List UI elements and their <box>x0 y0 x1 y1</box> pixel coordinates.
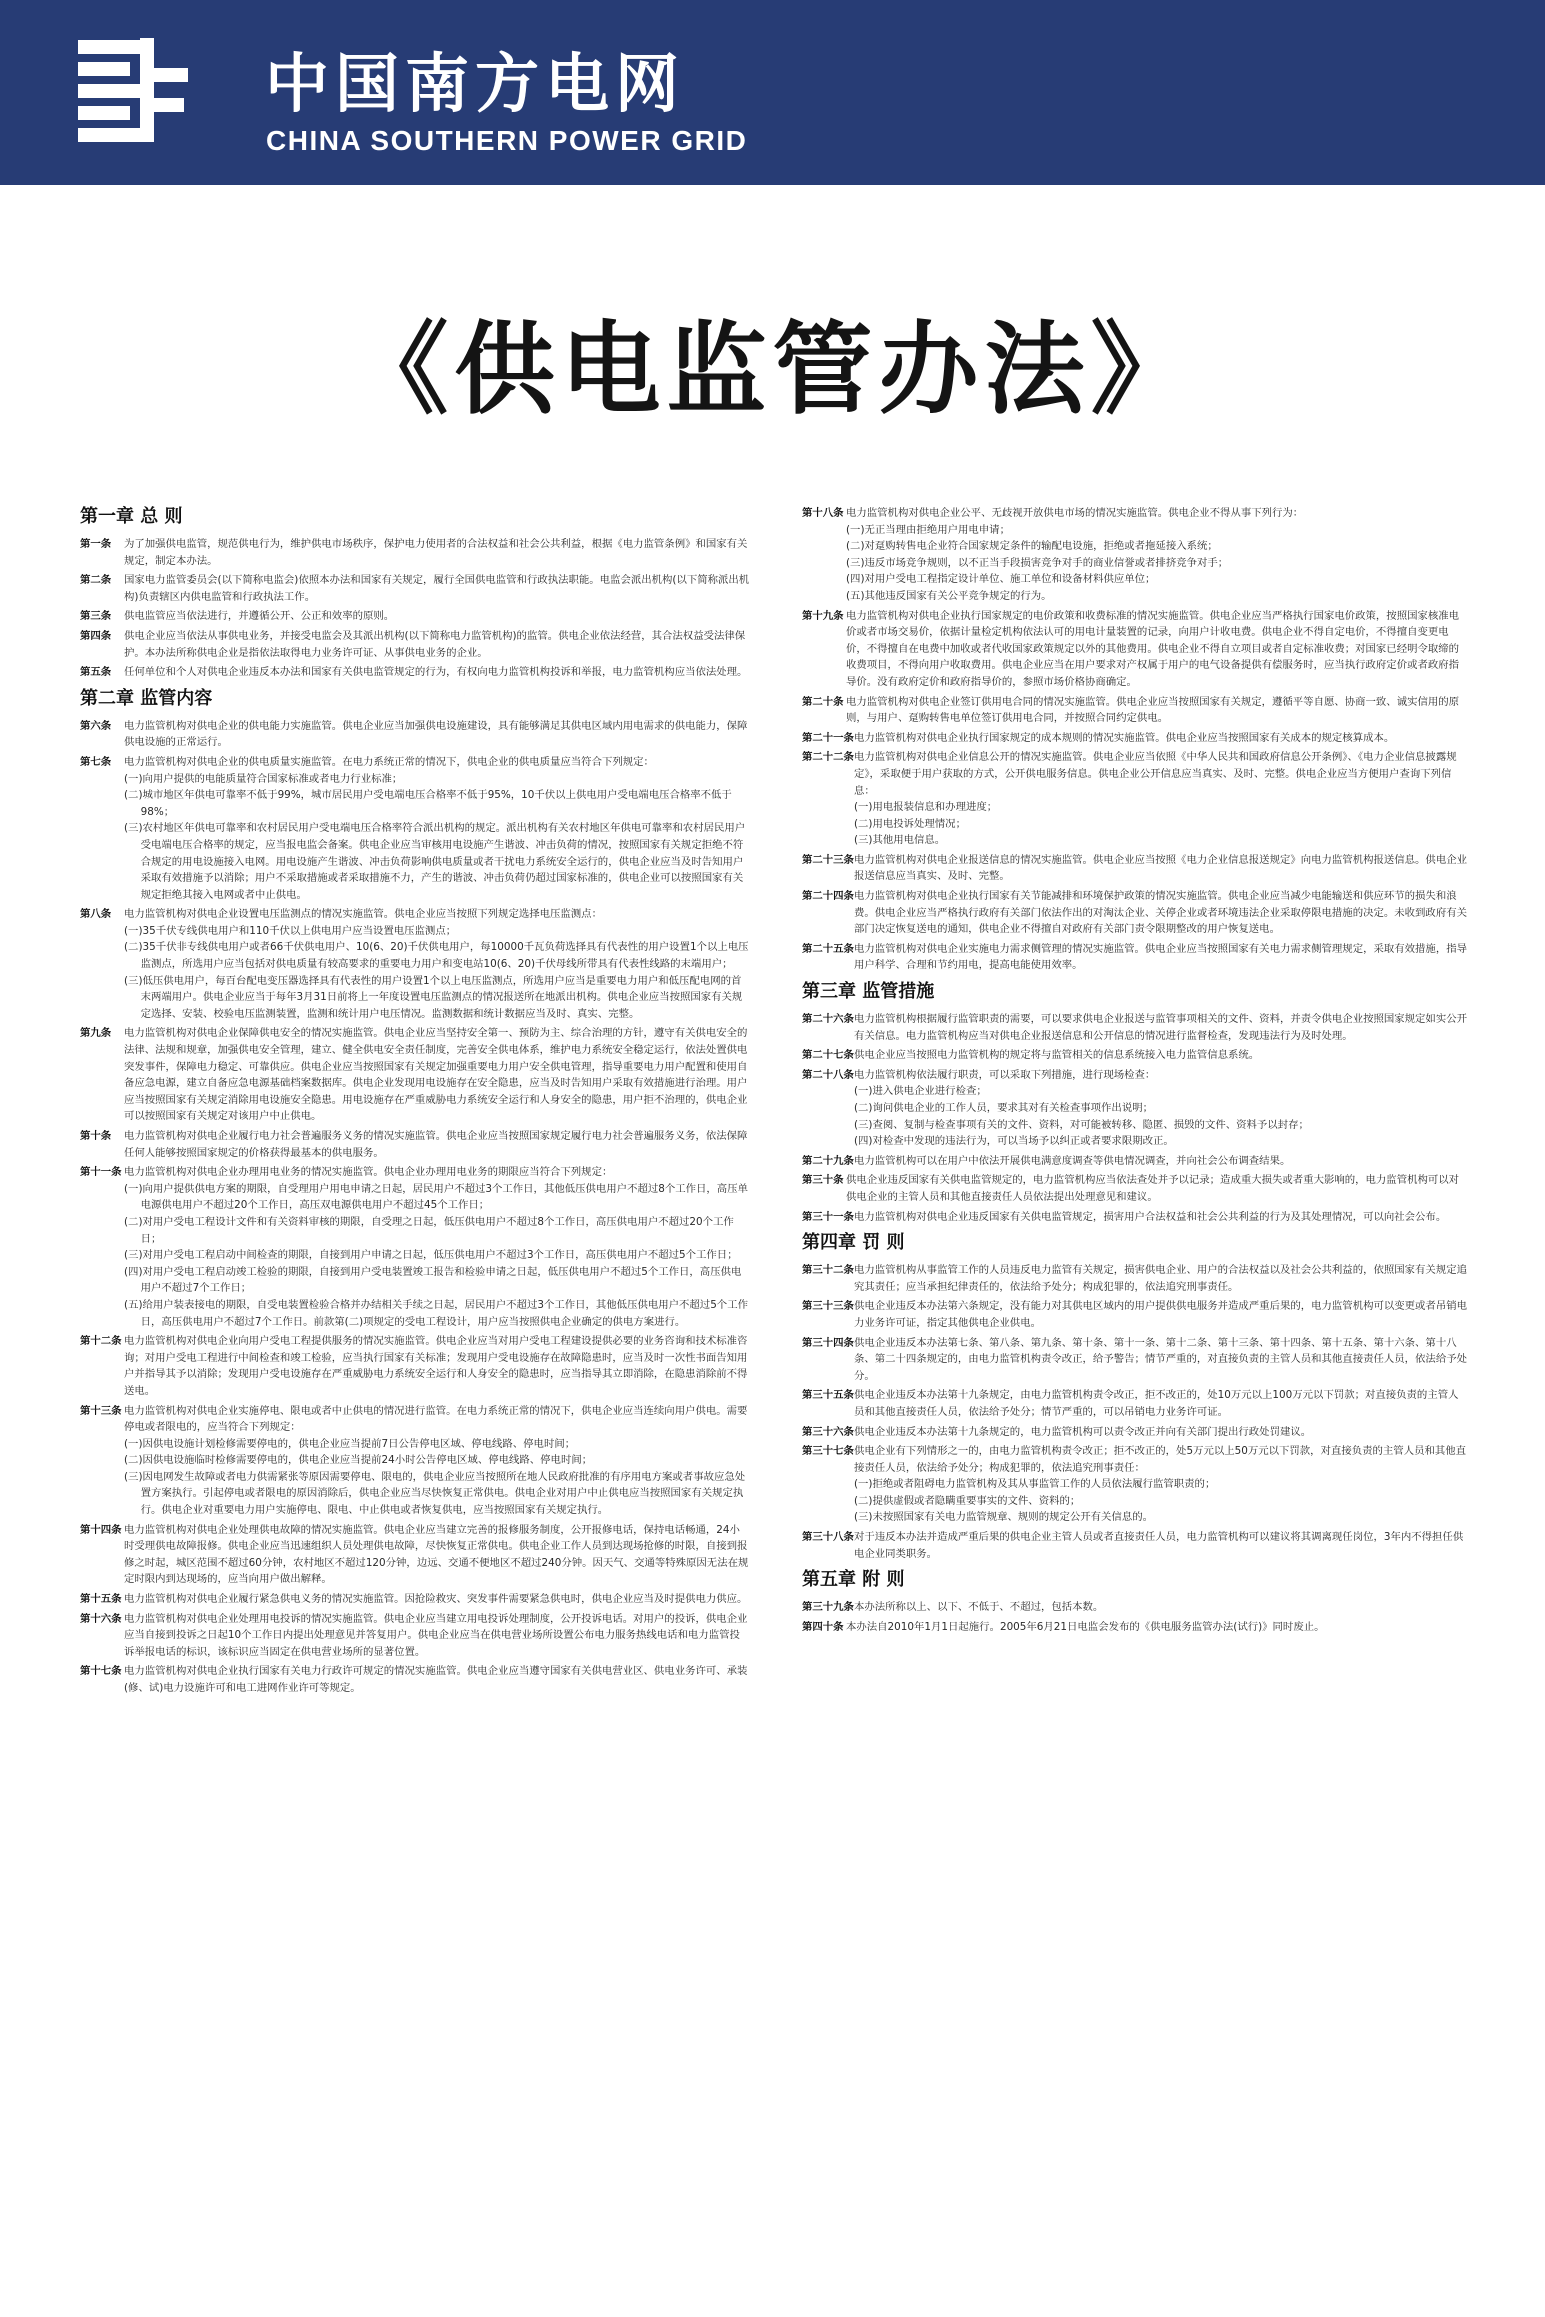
article <box>802 1529 1467 1562</box>
article-body <box>124 1591 750 1608</box>
article-text: 供电企业有下列情形之一的，由电力监管机构责令改正；拒不改正的，处5万元以上50万元以下罚款，对直接负责的主管人员和其他直接责任人员，依法给予处分；构成犯罪的，依法追究刑事责任： <box>853 1445 1467 1474</box>
article-text: 任何单位和个人对供电企业违反本办法和国家有关供电监管规定的行为，有权向电力监管机构投诉和举报，电力监管机构应当依法处理。 <box>124 666 748 679</box>
article-body <box>846 505 1467 605</box>
article-text: 供电企业违反本办法第十九条规定的，电力监管机构可以责令改正并向有关部门提出行政处罚建议。 <box>853 1425 1312 1438</box>
article-number: 第九条 <box>80 1027 112 1040</box>
article-item: (五)其他违反国家有关公平竞争规定的行为。 <box>846 589 1052 602</box>
article <box>80 608 750 625</box>
article-body <box>854 1298 1467 1331</box>
article-item: (三)农村地区年供电可靠率和农村居民用户受电端电压合格率符合派出机构的规定。派出机构有关农村地区年供电可靠率和农村居民用户受电端电压合格率的规定，应当报电监会备案。供电企业应当审核用电设施产生谐波、冲击负荷的情况，按照国家有关规定拒绝不符合规定的用电设施接入电网。用电设施产生谐波、冲击负荷影响供电质量或者干扰电力系统安全运行的，供电企业应当及时告知用户采取有效措施予以消除；用户不采取措施或者采取措施不力，产生的谐波、冲击负荷仍超过国家标准的，供电企业可以按照国家有关规定拒绝其接入电网或者中止供电。 <box>124 822 746 901</box>
article-body <box>124 1128 750 1161</box>
article-body <box>846 608 1467 691</box>
article-text: 电力监管机构对供电企业的供电能力实施监管。供电企业应当加强供电设施建设，具有能够满足其供电区域内用电需求的供电能力，保障供电设施的正常运行。 <box>124 719 748 749</box>
article-text: 电力监管机构对供电企业公平、无歧视开放供电市场的情况实施监管。供电企业不得从事下列行为： <box>846 507 1304 519</box>
article-number: 第二十八条 <box>802 1068 854 1081</box>
article <box>80 1611 750 1661</box>
article-text: 国家电力监管委员会(以下简称电监会)依照本办法和国家有关规定，履行全国供电监管和行政执法职能。电监会派出机构(以下简称派出机构)负责辖区内供电监管和行政执法工作。 <box>124 574 750 603</box>
article-item: (三)对用户受电工程启动中间检查的期限，自接到用户申请之日起，低压供电用户不超过3个工作日，高压供电用户不超过5个工作日； <box>124 1249 738 1262</box>
article-body <box>124 1611 750 1661</box>
document-title: 《供电监管办法》 <box>348 311 1197 428</box>
article-item: (四)对用户受电工程指定设计单位、施工单位和设备材料供应单位； <box>846 573 1156 586</box>
article <box>802 888 1467 938</box>
article-number: 第十九条 <box>802 609 844 622</box>
article-body <box>854 749 1467 849</box>
article-body <box>124 572 750 605</box>
article-body <box>854 1599 1467 1616</box>
article <box>80 572 750 605</box>
article-item: (二)城市地区年供电可靠率不低于99%，城市居民用户受电端电压合格率不低于95%，10千伏以上供电用户受电端电压合格率不低于98%； <box>124 789 732 818</box>
article-number: 第十八条 <box>802 507 844 519</box>
article <box>802 1298 1467 1331</box>
article-number: 第二十七条 <box>802 1049 854 1062</box>
article-number: 第八条 <box>80 908 112 921</box>
article-body <box>124 1333 750 1399</box>
article-number: 第十五条 <box>80 1593 122 1606</box>
article-number: 第十四条 <box>80 1523 122 1536</box>
article <box>802 694 1467 727</box>
article-body <box>846 694 1467 727</box>
article-item: (一)向用户提供供电方案的期限，自受理用户用电申请之日起，居民用户不超过3个工作日，其他低压供电用户不超过8个工作日，高压单电源供电用户不超过20个工作日，高压双电源供电用户不超过45个工作日； <box>124 1182 748 1212</box>
article-text: 电力监管机构对供电企业保障供电安全的情况实施监管。供电企业应当坚持安全第一、预防为主、综合治理的方针，遵守有关供电安全的法律、法规和规章，加强供电安全管理，建立、健全供电安全责任制度，完善安全供电体系，维护电力系统安全稳定运行，依法处置供电突发事件，保障电力稳定、可靠供应。供电企业应当按照国家有关规定加强重要电力用户安全供电管理，指导重要电力用户配置和使用自备应急电源，建立自备应急电源基础档案数据库。供电企业发现用电设施存在安全隐患，应当及时告知用户采取有效措施进行治理。用户应当按照国家有关规定消除用电设施安全隐患。用电设施存在严重威胁电力系统安全运行和人身安全的隐患，用户拒不治理的，供电企业可以按照国家有关规定对该用户中止供电。 <box>124 1027 748 1123</box>
article <box>802 1067 1467 1150</box>
article-text: 供电企业违反本办法第七条、第八条、第九条、第十条、第十一条、第十二条、第十三条、第十四条、第十五条、第十六条、第十八条、第二十四条规定的，由电力监管机构责令改正，给予警告；情节严重的，对直接负责的主管人员和其他直接责任人员，依法给予处分。 <box>853 1336 1467 1382</box>
chapter-heading: 第五章 附 则 <box>802 1569 905 1591</box>
article-text: 电力监管机构对供电企业执行国家规定的成本规则的情况实施监管。供电企业应当按照国家有关成本的规定核算成本。 <box>853 731 1395 744</box>
article <box>802 852 1467 885</box>
article-number: 第十七条 <box>80 1665 122 1678</box>
article-body <box>854 730 1467 747</box>
article-item: (三)因电网发生故障或者电力供需紧张等原因需要停电、限电的，供电企业应当按照所在地人民政府批准的有序用电方案或者事故应急处置方案执行。引起停电或者限电的原因消除后，供电企业应当尽快恢复正常供电。供电企业对用户中止供电应当按照国家有关规定执行。供电企业对重要电力用户实施停电、限电、中止供电或者恢复供电，应当按照国家有关规定执行。 <box>124 1470 746 1517</box>
article-body <box>854 1443 1467 1526</box>
article-item: (一)向用户提供的电能质量符合国家标准或者电力行业标准； <box>124 772 403 785</box>
article-number: 第二十六条 <box>802 1013 854 1026</box>
article-item: (三)查阅、复制与检查事项有关的文件、资料，对可能被转移、隐匿、损毁的文件、资料予以封存； <box>853 1118 1309 1131</box>
article-number: 第六条 <box>80 719 112 732</box>
article <box>80 628 750 661</box>
article <box>802 1424 1467 1441</box>
article-item: (一)拒绝或者阻碍电力监管机构及其从事监管工作的人员依法履行监管职责的； <box>853 1478 1216 1491</box>
article-text: 电力监管机构对供电企业报送信息的情况实施监管。供电企业应当按照《电力企业信息报送规定》向电力监管机构报送信息。供电企业报送信息应当真实、及时、完整。 <box>853 853 1467 883</box>
article-number: 第三十四条 <box>802 1336 854 1349</box>
article-number: 第二十二条 <box>802 751 854 764</box>
article-number: 第三十五条 <box>802 1389 854 1402</box>
article-number: 第二十条 <box>802 695 844 708</box>
article-body <box>854 1011 1467 1044</box>
article <box>802 1262 1467 1295</box>
article-body <box>854 1262 1467 1295</box>
article-number: 第二十一条 <box>802 731 854 744</box>
article-text: 电力监管机构对供电企业设置电压监测点的情况实施监管。供电企业应当按照下列规定选择电压监测点： <box>124 908 602 921</box>
article-text: 电力监管机构对供电企业执行国家规定的电价政策和收费标准的情况实施监管。供电企业应当严格执行国家电价政策，按照国家核准电价或者市场交易价，依据计量检定机构依法认可的用电计量装置的记录，向用户计收电费。供电企业不得自定电价，不得擅自变更电价，不得擅自在电费中加收或者代收国家政策规定以外的其他费用。供电企业不得自立项目或者自定标准收费；对国家已经明令取缔的收费项目，不得向用户收取费用。供电企业应当在用户要求对产权属于用户的电气设备提供有偿服务时，应当执行政府定价或者政府指导价。没有政府定价和政府指导价的，参照市场价格协商确定。 <box>846 609 1460 688</box>
article-text: 电力监管机构对供电企业的供电质量实施监管。在电力系统正常的情况下，供电企业的供电质量应当符合下列规定： <box>124 755 654 768</box>
chapter-heading: 第一章 总 则 <box>80 506 183 527</box>
article-item: (一)35千伏专线供电用户和110千伏以上供电用户应当设置电压监测点； <box>124 924 457 937</box>
article-body <box>124 1025 750 1125</box>
article-text: 电力监管机构对供电企业实施停电、限电或者中止供电的情况进行监管。在电力系统正常的情况下，供电企业应当连续向用户供电。需要停电或者限电的，应当符合下列规定： <box>124 1404 748 1434</box>
article-item: (四)对用户受电工程启动竣工检验的期限，自接到用户受电装置竣工报告和检验申请之日起，低压供电用户不超过5个工作日，高压供电用户不超过7个工作日； <box>124 1265 742 1295</box>
article-body <box>854 1424 1467 1441</box>
article <box>802 1619 1467 1636</box>
article-body <box>124 664 750 681</box>
article <box>80 1128 750 1161</box>
article-body <box>854 1529 1467 1562</box>
article-text: 供电企业应当依法从事供电业务，并接受电监会及其派出机构(以下简称电力监管机构)的监管。供电企业依法经营，其合法权益受法律保护。本办法所称供电企业是指依法取得电力业务许可证、从事供电业务的企业。 <box>124 629 746 659</box>
article-item: (三)其他用电信息。 <box>853 834 946 847</box>
article-number: 第五条 <box>80 666 112 679</box>
article-text: 电力监管机构从事监管工作的人员违反电力监管有关规定，损害供电企业、用户的合法权益以及社会公共利益的，依照国家有关规定追究其责任；应当承担纪律责任的，依法给予处分；构成犯罪的，依法追究刑事责任。 <box>853 1264 1467 1293</box>
article-text: 电力监管机构对供电企业签订供用电合同的情况实施监管。供电企业应当按照国家有关规定，遵循平等自愿、协商一致、诚实信用的原则，与用户、趸购转售电单位签订供用电合同，并按照合同约定供电。 <box>846 695 1460 725</box>
article-text: 电力监管机构对供电企业违反国家有关供电监管规定，损害用户合法权益和社会公共利益的行为及其处理情况，可以向社会公布。 <box>853 1210 1447 1223</box>
article <box>80 1591 750 1608</box>
article-number: 第二十五条 <box>802 942 854 955</box>
article <box>802 1387 1467 1420</box>
article <box>80 1663 750 1696</box>
article-item: (二)35千伏非专线供电用户或者66千伏供电用户、10(6、20)千伏供电用户，每10000千瓦负荷选择具有代表性的用户设置1个以上电压监测点，所选用户应当包括对供电质量有较高要求的重要电力用户和变电站10(6、20)千伏母线所带具有代表性线路的末端用户； <box>124 941 749 971</box>
article <box>80 1333 750 1399</box>
article <box>80 1522 750 1588</box>
brand-name-cn: 中国南方电网 <box>265 48 685 122</box>
brand-name-en: CHINA SOUTHERN POWER GRID <box>266 125 748 156</box>
article-item: (二)询问供电企业的工作人员，要求其对有关检查事项作出说明； <box>853 1102 1153 1114</box>
article-item: (三)低压供电用户，每百台配电变压器选择具有代表性的用户设置1个以上电压监测点，所选用户应当是重要电力用户和低压配电网的首末两端用户。供电企业应当于每年3月31日前将上一年度设置电压监测点的情况报送所在地派出机构。供电企业应当按照国家有关规定选择、安装、校验电压监测装置，监测和统计用户电压情况。监测数据和统计数据应当及时、真实、完整。 <box>124 974 743 1020</box>
article-text: 电力监管机构依法履行职责，可以采取下列措施，进行现场检查： <box>853 1068 1156 1081</box>
article-body <box>854 1153 1467 1170</box>
article-number: 第二十九条 <box>802 1154 854 1167</box>
article-body <box>854 1067 1467 1150</box>
article <box>802 749 1467 849</box>
article <box>802 1335 1467 1385</box>
article-text: 本办法自2010年1月1日起施行。2005年6月21日电监会发布的《供电服务监管办法(试行)》同时废止。 <box>846 1620 1325 1633</box>
article-body <box>854 852 1467 885</box>
article-text: 供电企业违反本办法第六条规定，没有能力对其供电区域内的用户提供供电服务并造成严重后果的，电力监管机构可以变更或者吊销电力业务许可证，指定其他供电企业供电。 <box>853 1300 1467 1329</box>
article-text: 电力监管机构可以在用户中依法开展供电满意度调查等供电情况调查，并向社会公布调查结果。 <box>853 1154 1291 1167</box>
article-number: 第四十条 <box>802 1620 844 1633</box>
article-body <box>124 536 750 569</box>
article-text: 供电监管应当依法进行，并遵循公开、公正和效率的原则。 <box>124 610 395 623</box>
article-item: (三)未按照国家有关电力监管规章、规则的规定公开有关信息的。 <box>853 1511 1153 1524</box>
article <box>802 1443 1467 1526</box>
article <box>802 730 1467 747</box>
article-body <box>124 628 750 661</box>
article-body <box>124 754 750 903</box>
article-body <box>854 1047 1467 1064</box>
article <box>80 536 750 569</box>
article-text: 供电企业违反国家有关供电监管规定的，电力监管机构应当依法查处并予以记录；造成重大损失或者重大影响的，电力监管机构可以对供电企业的主管人员和其他直接责任人员依法提出处理意见和建议。 <box>846 1174 1460 1203</box>
article-number: 第二十三条 <box>802 853 854 866</box>
chapter-heading: 第四章 罚 则 <box>802 1232 905 1254</box>
article <box>80 754 750 903</box>
article-text: 电力监管机构对供电企业执行国家有关电力行政许可规定的情况实施监管。供电企业应当遵守国家有关供电营业区、供电业务许可、承装(修、试)电力设施许可和电工进网作业许可等规定。 <box>124 1665 748 1694</box>
article-text: 为了加强供电监管，规范供电行为，维护供电市场秩序，保护电力使用者的合法权益和社会公共利益，根据《电力监管条例》和国家有关规定，制定本办法。 <box>124 538 748 567</box>
article-item: (二)对用户受电工程设计文件和有关资料审核的期限，自受理之日起，低压供电用户不超过8个工作日，高压供电用户不超过20个工作日； <box>124 1215 734 1245</box>
left-column <box>80 505 750 1700</box>
article-number: 第十二条 <box>80 1335 122 1348</box>
article-body <box>854 1387 1467 1420</box>
article-text: 电力监管机构对供电企业履行电力社会普遍服务义务的情况实施监管。供电企业应当按照国家规定履行电力社会普遍服务义务，依法保障任何人能够按照国家规定的价格获得最基本的供电服务。 <box>124 1130 748 1159</box>
article-body <box>124 906 750 1022</box>
article-text: 电力监管机构对供电企业信息公开的情况实施监管。供电企业应当依照《中华人民共和国政府信息公开条例》、《电力企业信息披露规定》，采取便于用户获取的方式，公开供电服务信息。供电企业公开信息应当真实、及时、完整。供电企业应当方便用户查询下列信息： <box>853 751 1457 797</box>
article-text: 电力监管机构对供电企业向用户受电工程提供服务的情况实施监管。供电企业应当对用户受电工程建设提供必要的业务咨询和技术标准咨询；对用户受电工程进行中间检查和竣工检验，应当执行国家有关标准；发现用户受电设施存在故障隐患时，应当及时一次性书面告知用户并指导其予以消除；发现用户受电设施存在严重威胁电力系统安全运行和人身安全的隐患时，应当指导其立即消除，在隐患消除前不得送电。 <box>124 1335 748 1397</box>
article-text: 电力监管机构对供电企业执行国家有关节能减排和环境保护政策的情况实施监管。供电企业应当减少电能输送和供应环节的损失和浪费。供电企业应当严格执行政府有关部门依法作出的对淘汰企业、关停企业或者环境违法企业采取停限电措施的决定。未收到政府有关部门决定恢复送电的通知，供电企业不得擅自对政府有关部门责令限期整改的用户恢复送电。 <box>853 890 1467 936</box>
article-text: 电力监管机构对供电企业办理用电业务的情况实施监管。供电企业办理用电业务的期限应当符合下列规定： <box>124 1166 613 1179</box>
article-number: 第三十八条 <box>802 1531 854 1544</box>
article <box>80 1164 750 1330</box>
article-text: 供电企业违反本办法第十九条规定，由电力监管机构责令改正，拒不改正的，处10万元以上100万元以下罚款；对直接负责的主管人员和其他直接责任人员，依法给予处分；情节严重的，可以吊销电力业务许可证。 <box>853 1389 1459 1418</box>
article-number: 第一条 <box>80 538 112 550</box>
article <box>802 1172 1467 1205</box>
article <box>80 906 750 1022</box>
article-item: (一)用电报装信息和办理进度； <box>853 801 998 814</box>
article-number: 第十一条 <box>80 1166 122 1179</box>
article <box>802 505 1467 605</box>
article-text: 电力监管机构对供电企业处理用电投诉的情况实施监管。供电企业应当建立用电投诉处理制度，公开投诉电话。对用户的投诉，供电企业应当自接到投诉之日起10个工作日内提出处理意见并答复用户。供电企业应当在供电营业场所设置公布电力服务热线电话和电力监管投诉举报电话的标识，该标识应当固定在供电营业场所的显著位置。 <box>124 1612 748 1658</box>
article-item: (二)提供虚假或者隐瞒重要事实的文件、资料的； <box>853 1494 1081 1507</box>
article-text: 电力监管机构对供电企业处理供电故障的情况实施监管。供电企业应当建立完善的报修服务制度，公开报修电话，保持电话畅通，24小时受理供电故障报修。供电企业应当迅速组织人员处理供电故障，尽快恢复正常供电。供电企业工作人员到达现场抢修的时限，自接到报修之时起，城区范围不超过60分钟，农村地区不超过120分钟，边远、交通不便地区不超过240分钟。因天气、交通等特殊原因无法在规定时限内到达现场的，应当向用户做出解释。 <box>124 1523 749 1586</box>
article <box>80 718 750 751</box>
article-text: 电力监管机构对供电企业实施电力需求侧管理的情况实施监管。供电企业应当按照国家有关电力需求侧管理规定，采取有效措施，指导用户科学、合理和节约用电，提高电能使用效率。 <box>853 942 1467 972</box>
article <box>80 1025 750 1125</box>
article <box>802 1011 1467 1044</box>
header-banner <box>0 0 1545 185</box>
article-text: 电力监管机构对供电企业履行紧急供电义务的情况实施监管。因抢险救灾、突发事件需要紧急供电时，供电企业应当及时提供电力供应。 <box>124 1593 748 1606</box>
article-number: 第二条 <box>80 574 112 587</box>
article-number: 第二十四条 <box>802 890 854 903</box>
article-item: (二)因供电设施临时检修需要停电的，供电企业应当提前24小时公告停电区域、停电线路、停电时间； <box>124 1454 593 1467</box>
article-item: (一)进入供电企业进行检查； <box>853 1085 987 1098</box>
article-item: (二)对趸购转售电企业符合国家规定条件的输配电设施，拒绝或者拖延接入系统； <box>846 540 1218 553</box>
article-number: 第三十九条 <box>802 1601 854 1614</box>
article <box>802 1047 1467 1064</box>
article-text: 本办法所称以上、以下、不低于、不超过，包括本数。 <box>853 1601 1104 1614</box>
article-item: (一)无正当理由拒绝用户用电申请； <box>846 523 1010 536</box>
chapter-heading: 第三章 监管措施 <box>802 981 935 1003</box>
article-number: 第三十条 <box>802 1174 844 1187</box>
article-item: (四)对检查中发现的违法行为，可以当场予以纠正或者要求限期改正。 <box>853 1135 1174 1148</box>
article <box>802 1153 1467 1170</box>
article-text: 电力监管机构根据履行监管职责的需要，可以要求供电企业报送与监管事项相关的文件、资料，并责令供电企业按照国家规定如实公开有关信息。电力监管机构应当对供电企业报送信息和公开信息的情况进行监督检查，发现违法行为及时处理。 <box>853 1013 1467 1042</box>
article-body <box>124 1663 750 1696</box>
article-number: 第三条 <box>80 610 112 623</box>
article-body <box>854 1209 1467 1226</box>
article-body <box>854 1335 1467 1385</box>
article-text: 供电企业应当按照电力监管机构的规定将与监管相关的信息系统接入电力监管信息系统。 <box>853 1049 1260 1062</box>
article <box>802 941 1467 974</box>
article-body <box>124 1522 750 1588</box>
article <box>802 608 1467 691</box>
article-number: 第三十七条 <box>802 1445 854 1458</box>
article-item: (二)用电投诉处理情况； <box>853 817 966 830</box>
article-body <box>846 1172 1467 1205</box>
article-number: 第三十三条 <box>802 1300 854 1313</box>
right-column <box>802 505 1467 1638</box>
article-number: 第四条 <box>80 629 112 642</box>
article-item: (三)违反市场竞争规则，以不正当手段损害竞争对手的商业信誉或者排挤竞争对手； <box>846 556 1229 569</box>
article-body <box>124 1164 750 1330</box>
article-body <box>854 941 1467 974</box>
article-number: 第十条 <box>80 1130 112 1142</box>
article <box>802 1209 1467 1226</box>
article <box>802 1599 1467 1616</box>
article-number: 第三十一条 <box>802 1210 854 1223</box>
article-number: 第三十二条 <box>802 1264 854 1277</box>
article-body <box>124 718 750 751</box>
article-number: 第十六条 <box>80 1612 122 1625</box>
csg-logo-icon <box>78 38 188 142</box>
article <box>80 1403 750 1519</box>
article-text: 对于违反本办法并造成严重后果的供电企业主管人员或者直接责任人员，电力监管机构可以建议将其调离现任岗位，3年内不得担任供电企业同类职务。 <box>853 1531 1464 1560</box>
article-number: 第十三条 <box>80 1404 122 1417</box>
article-body <box>124 608 750 625</box>
chapter-heading: 第二章 监管内容 <box>80 687 213 709</box>
article-number: 第七条 <box>80 755 112 768</box>
article-body <box>846 1619 1467 1636</box>
article-item: (一)因供电设施计划检修需要停电的，供电企业应当提前7日公告停电区域、停电线路、停电时间； <box>124 1437 576 1450</box>
article-item: (五)给用户装表接电的期限，自受电装置检验合格并办结相关手续之日起，居民用户不超过3个工作日，其他低压供电用户不超过5个工作日，高压供电用户不超过7个工作日。前款第(二)项规定的受电工程设计，用户应当按照供电企业确定的供电方案进行。 <box>124 1298 748 1328</box>
article-number: 第三十六条 <box>802 1425 854 1438</box>
article-body <box>124 1403 750 1519</box>
article-body <box>854 888 1467 938</box>
article <box>80 664 750 681</box>
